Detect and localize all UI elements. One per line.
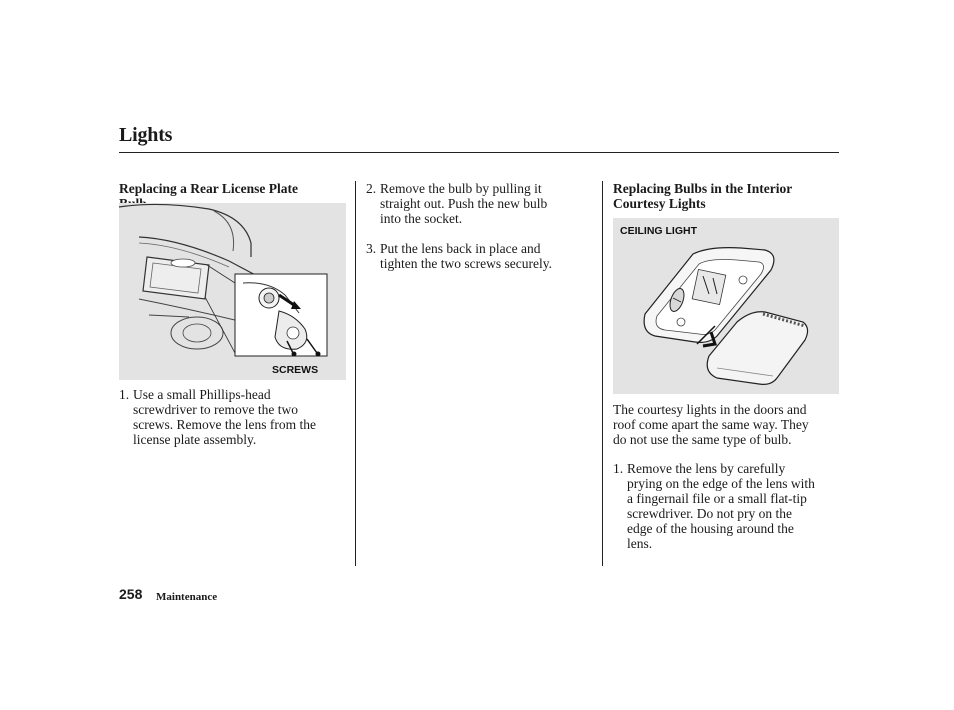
license-step-2-number: 2. <box>366 181 377 196</box>
license-step-1-line: license plate assembly. <box>133 432 257 447</box>
courtesy-step-1-line: lens. <box>627 536 653 551</box>
courtesy-intro-line: roof come apart the same way. They <box>613 417 809 432</box>
license-step-1-number: 1. <box>119 387 130 402</box>
column-divider-1 <box>355 181 356 566</box>
license-step-1-line: Use a small Phillips-head <box>133 387 271 402</box>
courtesy-intro-line: The courtesy lights in the doors and <box>613 402 807 417</box>
screws-label: SCREWS <box>272 364 319 376</box>
courtesy-lights-heading <box>613 181 792 211</box>
courtesy-lights-heading-line2: Courtesy Lights <box>613 196 706 211</box>
title-rule <box>119 152 839 153</box>
courtesy-step-1-number: 1. <box>613 461 624 476</box>
license-step-1-line: screws. Remove the lens from the <box>133 417 316 432</box>
license-plate-figure <box>119 203 346 380</box>
license-plate-heading-line1: Replacing a Rear License Plate <box>119 181 298 196</box>
license-step-3-line: tighten the two screws securely. <box>380 256 552 271</box>
section-label: Maintenance <box>156 591 218 603</box>
ceiling-light-label: CEILING LIGHT <box>620 225 697 237</box>
license-step-1-line: screwdriver to remove the two <box>133 402 298 417</box>
license-step-2-line: straight out. Push the new bulb <box>380 196 548 211</box>
courtesy-intro-line: do not use the same type of bulb. <box>613 432 792 447</box>
ceiling-light-figure <box>613 218 839 394</box>
courtesy-step-1-line: a fingernail file or a small flat-tip <box>627 491 807 506</box>
courtesy-intro <box>613 402 841 447</box>
courtesy-step-1-line: Remove the lens by carefully <box>627 461 786 476</box>
license-plate-illustration <box>119 203 346 380</box>
page-number: 258 <box>119 586 143 602</box>
license-step-2-line: Remove the bulb by pulling it <box>380 181 542 196</box>
license-step-3-line: Put the lens back in place and <box>380 241 541 256</box>
license-step-2-line: into the socket. <box>380 211 463 226</box>
license-step-3-number: 3. <box>366 241 377 256</box>
courtesy-step-1-line: edge of the housing around the <box>627 521 794 536</box>
courtesy-step-1-line: prying on the edge of the lens with <box>627 476 815 491</box>
courtesy-lights-heading-line1: Replacing Bulbs in the Interior <box>613 181 793 196</box>
column-divider-2 <box>602 181 603 566</box>
ceiling-light-illustration <box>613 218 839 394</box>
page-title: Lights <box>119 124 173 146</box>
courtesy-step-1-line: screwdriver. Do not pry on the <box>627 506 792 521</box>
